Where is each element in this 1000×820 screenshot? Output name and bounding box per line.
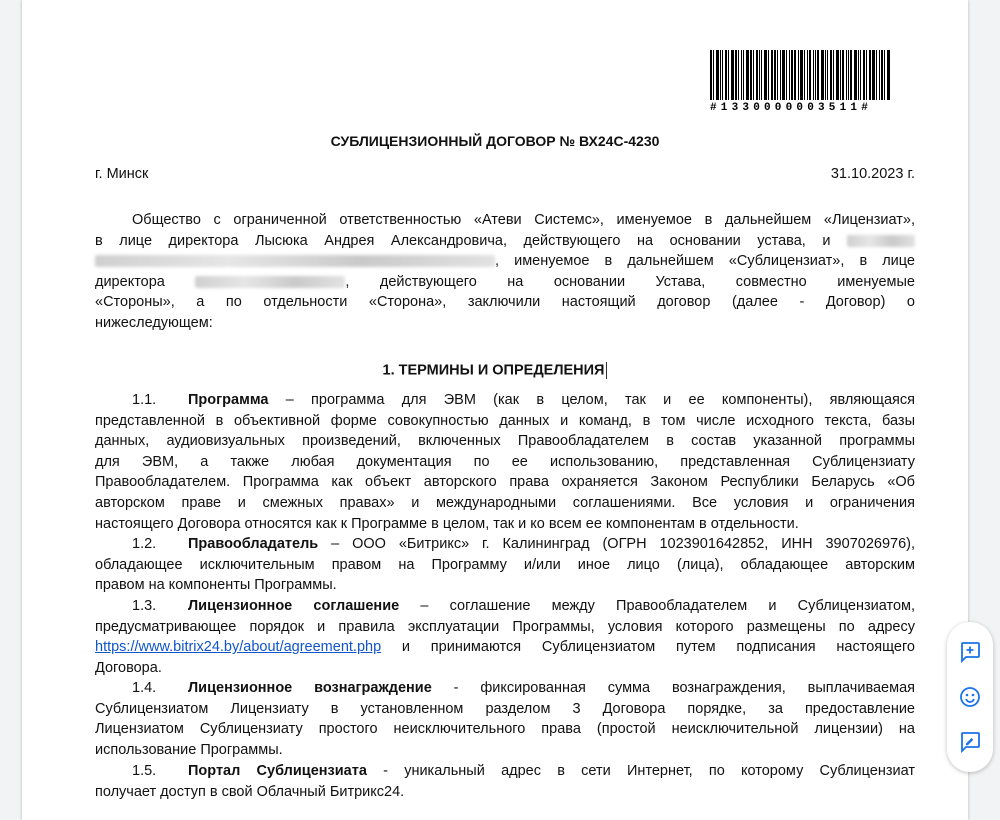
add-comment-icon[interactable] [958, 640, 982, 664]
item-term: Правообладатель [188, 536, 319, 552]
item-line: использование Программы. [95, 741, 283, 758]
item-line [95, 637, 915, 658]
barcode-bar [813, 50, 814, 100]
definition-item-1-4 [95, 678, 915, 760]
barcode-bar [768, 50, 769, 100]
item-line: Сублицензиатом Лицензиату в установленном разделом 3 Договора порядке, за предоставление [95, 700, 915, 717]
barcode-bar [728, 50, 729, 100]
definition-item-1-5 [95, 761, 915, 802]
item-text: - уникальный адрес в сети Интернет, по которому Сублицензиат [366, 763, 915, 779]
barcode-bar [833, 50, 834, 100]
barcode-bar [879, 50, 880, 100]
city: г. Минск [95, 166, 149, 182]
barcode-bar [720, 50, 721, 100]
text-cursor [606, 362, 607, 379]
item-line: предусматривающее порядок и правила эксплуатации Программы, условия которого размещены по адресу [95, 618, 915, 635]
barcode-bar [750, 50, 752, 100]
agreement-link[interactable]: https://www.bitrix24.by/about/agreement.php [95, 639, 382, 656]
item-text: - фиксированная сумма вознаграждения, выплачиваемая [431, 680, 916, 696]
section-title-text: 1. ТЕРМИНЫ И ОПРЕДЕЛЕНИЯ [382, 362, 605, 379]
barcode [710, 50, 942, 114]
barcode-bar [753, 50, 754, 100]
barcode-bar [881, 50, 883, 100]
barcode-bar [869, 50, 871, 100]
barcode-bar [756, 50, 758, 100]
barcode-bar [771, 50, 773, 100]
barcode-bar [782, 50, 785, 100]
intro-text: в лице директора Лысюка Андрея Александровича, действующего на основании устава, и [95, 232, 831, 249]
intro-line [95, 231, 915, 252]
barcode-bar [817, 50, 819, 100]
emoji-reaction-icon[interactable] [958, 685, 982, 709]
intro-line [95, 251, 915, 272]
item-number: 1.1. [132, 392, 157, 408]
item-line: Правообладателем. Программа как объект авторского права охраняется Законом Республики Беларусь «Об [95, 474, 915, 491]
barcode-bar [876, 50, 877, 100]
barcode-bar [848, 50, 849, 100]
date: 31.10.2023 г. [830, 166, 915, 182]
barcode-bar [789, 50, 790, 100]
item-text: – ООО «Битрикс» г. Калининград (ОГРН 1023901642852, ИНН 3907026976), [318, 536, 915, 552]
item-line: авторском праве и смежных правах» и международными соглашениями. Все условия и ограничения [95, 494, 915, 511]
barcode-bar [759, 50, 760, 100]
barcode-bar [713, 50, 714, 100]
intro-line: Общество с ограниченной ответственностью «Атеви Системс», именуемое в дальнейшем «Лицензиат», [132, 212, 915, 228]
item-line [95, 534, 915, 555]
item-text: – программа для ЭВМ (как в целом, так и ее компоненты), являющаяся [268, 392, 915, 408]
barcode-bar [743, 50, 744, 100]
barcode-bar [863, 50, 865, 100]
item-line: настоящего Договора относятся как к Программе в целом, так и ко всем ее компонентам в отдельности. [95, 515, 799, 532]
item-number: 1.4. [132, 680, 157, 696]
item-line: Договора. [95, 659, 162, 676]
item-term: Программа [188, 392, 269, 408]
item-line [95, 761, 915, 782]
barcode-bar [846, 50, 847, 100]
item-line [95, 596, 915, 617]
item-number: 1.3. [132, 598, 157, 614]
intro-text: директора [95, 273, 165, 290]
redacted-text [95, 255, 495, 267]
barcode-bar [840, 50, 841, 100]
barcode-bar [780, 50, 781, 100]
barcode-bar [786, 50, 787, 100]
barcode-bar [777, 50, 778, 100]
barcode-bar [825, 50, 826, 100]
barcode-bar [800, 50, 803, 100]
barcode-bar [872, 50, 875, 100]
barcode-bar [809, 50, 811, 100]
definition-item-1-3 [95, 596, 915, 678]
intro-line: нижеследующем: [95, 314, 213, 331]
item-term: Лицензионное вознаграждение [188, 680, 432, 696]
side-action-toolbar [947, 622, 993, 772]
barcode-bar [761, 50, 762, 100]
barcode-bar [836, 50, 839, 100]
barcode-bar [854, 50, 857, 100]
barcode-bar [710, 50, 712, 100]
intro-text: , действующего на основании Устава, совместно именуемые [345, 273, 915, 290]
barcode-number: #1330000003511# [710, 102, 873, 114]
barcode-bar [860, 50, 861, 100]
barcode-bar [815, 50, 816, 100]
barcode-bar [716, 50, 719, 100]
barcode-bar [746, 50, 749, 100]
item-term: Портал Сублицензиата [188, 763, 367, 779]
item-line: для ЭВМ, а также любая документация по ее использованию, представленная Сублицензиату [95, 453, 915, 470]
barcode-bar [735, 50, 737, 100]
item-number: 1.2. [132, 536, 157, 552]
barcode-bar [764, 50, 767, 100]
barcode-bar [804, 50, 805, 100]
document-page[interactable] [22, 0, 968, 820]
item-line [95, 390, 915, 411]
barcode-bar [722, 50, 723, 100]
barcode-bar [738, 50, 739, 100]
barcode-bar [866, 50, 867, 100]
barcode-bar [774, 50, 776, 100]
intro-paragraph [95, 210, 915, 334]
intro-text: , именуемое в дальнейшем «Сублицензиат», в лице [495, 253, 915, 270]
item-number: 1.5. [132, 763, 157, 779]
barcode-bar [791, 50, 793, 100]
intro-line [95, 272, 915, 293]
barcode-bars [710, 50, 942, 100]
barcode-bar [798, 50, 799, 100]
document-title: СУБЛИЦЕНЗИОННЫЙ ДОГОВОР № ВХ24С-4230 [330, 133, 660, 149]
item-text: и принимаются Сублицензиатом путем подписания настоящего [381, 639, 915, 656]
item-text: – соглашение между Правообладателем и Сублицензиатом, [399, 598, 916, 614]
suggest-edit-icon[interactable] [958, 730, 982, 754]
barcode-bar [887, 50, 890, 100]
barcode-bar [850, 50, 852, 100]
barcode-bar [842, 50, 844, 100]
barcode-bar [807, 50, 808, 100]
item-line: данных, аудиовизуальных произведений, включенных Правообладателем в состав указанной программы [95, 433, 915, 450]
city-date-row [95, 166, 915, 182]
item-line: обладающее исключительным правом на Программу и/или иное лицо (лица), обладающее авторским [95, 556, 915, 573]
item-line: правом на компоненты Программы. [95, 577, 337, 594]
item-line: Лицензиатом Сублицензиату простого неисключительного права (простой неисключительной лицензии) на [95, 721, 915, 738]
barcode-bar [858, 50, 859, 100]
barcode-bar [884, 50, 885, 100]
redacted-text [195, 276, 345, 288]
barcode-bar [821, 50, 824, 100]
item-line [95, 678, 915, 699]
barcode-bar [725, 50, 727, 100]
section-1-title [22, 362, 968, 379]
barcode-bar [741, 50, 742, 100]
item-line: получает доступ в свой Облачный Битрикс24. [95, 783, 405, 800]
barcode-bar [830, 50, 832, 100]
barcode-bar [794, 50, 796, 100]
definition-item-1-2 [95, 534, 915, 596]
barcode-bar [731, 50, 734, 100]
redacted-text [847, 235, 915, 247]
barcode-bar [827, 50, 828, 100]
item-line: представленной в объективной форме совокупностью данных и команд, в том числе исходного текста, базы [95, 412, 915, 429]
item-term: Лицензионное соглашение [188, 598, 400, 614]
intro-line: «Стороны», а по отдельности «Сторона», заключили настоящий договор (далее - Договор) о [95, 294, 915, 311]
definition-item-1-1 [95, 390, 915, 534]
